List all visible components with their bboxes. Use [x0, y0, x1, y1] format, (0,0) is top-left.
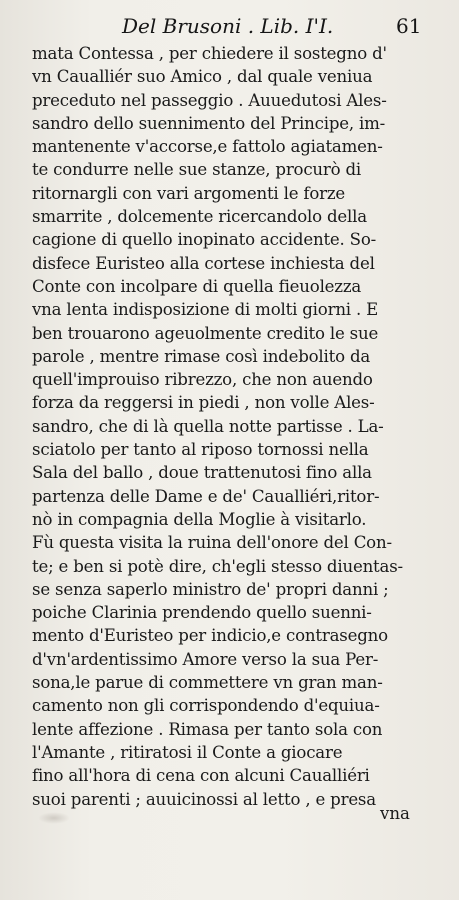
- text-line: sandro, che di là quella notte partisse . La-: [32, 416, 384, 436]
- text-line: parole , mentre rimase così indebolito da: [32, 346, 371, 366]
- text-line: fino all'hora di cena con alcuni Caualliéri: [32, 766, 370, 786]
- text-line: Conte con incolpare di quella fieuolezza: [32, 276, 362, 296]
- text-line: l'Amante , ritiratosi il Conte a giocare: [32, 742, 343, 762]
- text-line: sciatolo per tanto al riposo tornossi nella: [32, 440, 369, 460]
- text-line: poiche Clarinia prendendo quello suenni-: [32, 603, 372, 623]
- text-line: quell'improuiso ribrezzo, che non auendo: [32, 370, 373, 390]
- text-line: mento d'Euristeo per indicio,e contrasegno: [32, 626, 388, 646]
- page-header: [0, 14, 459, 40]
- text-line: d'vn'ardentissimo Amore verso la sua Per-: [32, 649, 379, 669]
- ink-smudge: [38, 812, 70, 824]
- text-line: partenza delle Dame e de' Caualliéri,ritor-: [32, 486, 380, 506]
- text-line: ben trouarono ageuolmente credito le sue: [32, 323, 379, 343]
- text-line: Sala del ballo , doue trattenutosi fino alla: [32, 463, 372, 483]
- text-line: te condurre nelle sue stanze, procurò di: [32, 160, 362, 180]
- text-line: vn Caualliér suo Amico , dal quale veniua: [32, 67, 373, 87]
- text-line: vna lenta indisposizione di molti giorni . E: [32, 300, 379, 320]
- text-line: ritornargli con vari argomenti le forze: [32, 183, 346, 203]
- text-line: se senza saperlo ministro de' propri danni ;: [32, 579, 389, 599]
- catchword: vna: [380, 804, 410, 823]
- text-line: Fù questa visita la ruina dell'onore del Con-: [32, 533, 392, 553]
- text-line: suoi parenti ; auuicinossi al letto , e presa: [32, 789, 376, 809]
- body-text: [32, 42, 442, 811]
- text-line: sandro dello suennimento del Principe, im-: [32, 113, 386, 133]
- text-line: mantenente v'accorse,e fattolo agiatamen-: [32, 137, 383, 157]
- text-line: mata Contessa , per chiedere il sostegno d': [32, 44, 387, 63]
- text-line: disfece Euristeo alla cortese inchiesta del: [32, 253, 375, 273]
- text-line: nò in compagnia della Moglie à visitarlo.: [32, 509, 367, 529]
- text-line: forza da reggersi in piedi , non volle Ales-: [32, 393, 375, 413]
- text-line: camento non gli corrispondendo d'equiua-: [32, 696, 380, 716]
- page-number: 61: [396, 14, 422, 38]
- text-line: smarrite , dolcemente ricercandolo della: [32, 207, 367, 227]
- running-title: Del Brusoni . Lib. I'I.: [122, 14, 334, 38]
- text-line: lente affezione . Rimasa per tanto sola con: [32, 719, 383, 739]
- text-line: preceduto nel passeggio . Auuedutosi Ales-: [32, 90, 387, 110]
- text-line: sona,le parue di commettere vn gran man-: [32, 673, 383, 693]
- text-line: te; e ben si potè dire, ch'egli stesso diuentas-: [32, 556, 403, 576]
- text-line: cagione di quello inopinato accidente. So-: [32, 230, 377, 250]
